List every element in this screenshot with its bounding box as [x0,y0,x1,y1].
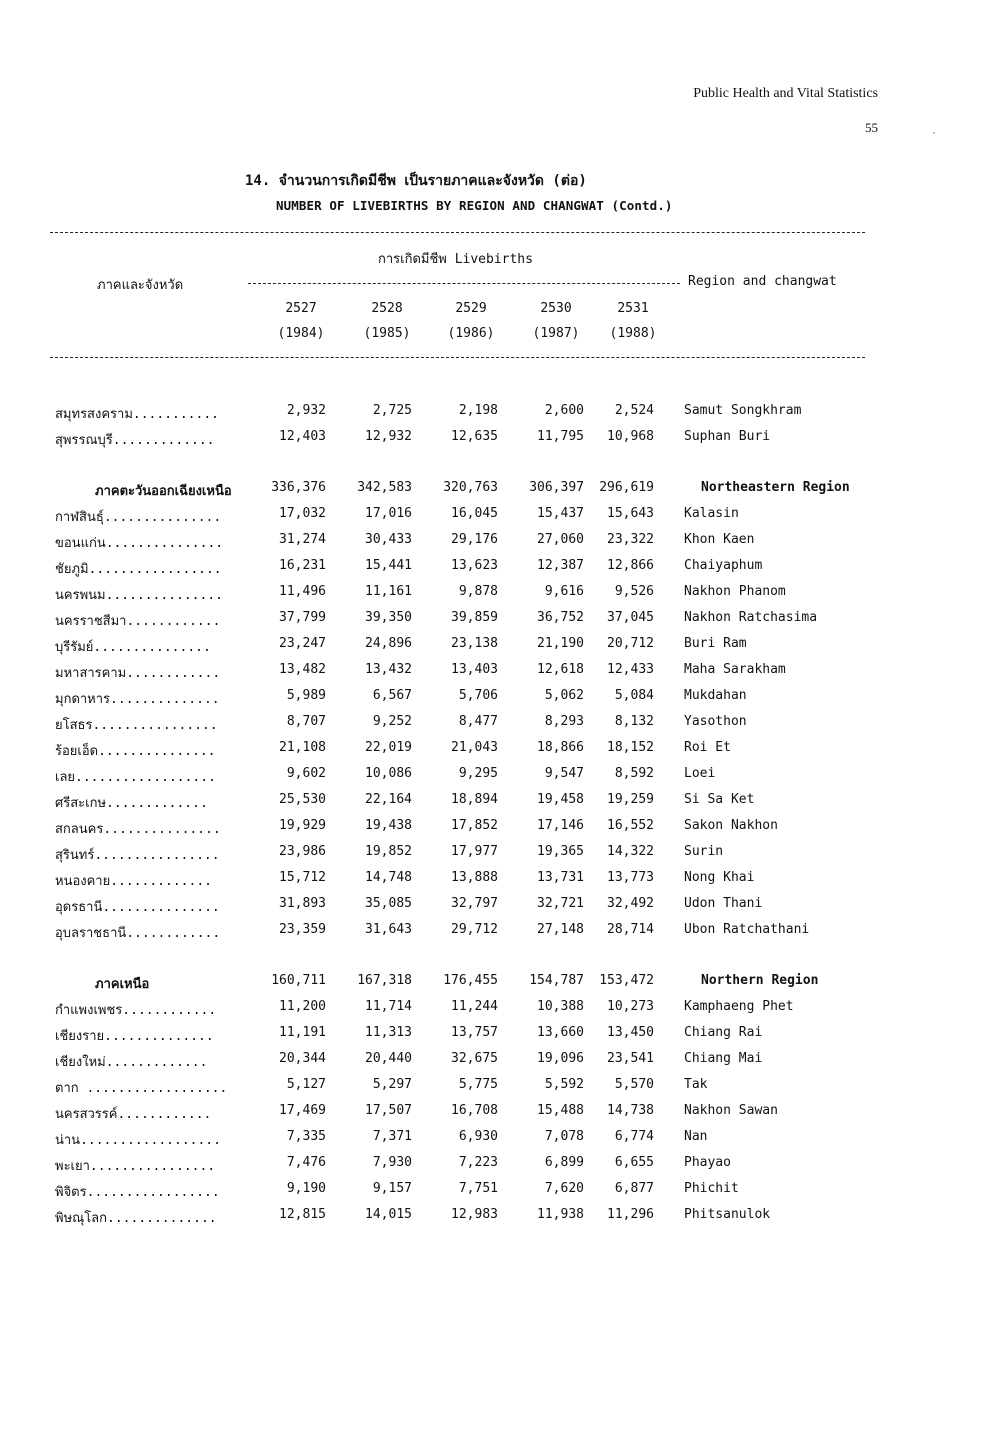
value-cell: 29,176 [451,532,498,547]
value-cell: 15,643 [607,506,654,521]
value-cell: 31,274 [279,532,326,547]
value-cell: 19,438 [365,818,412,833]
thai-name-cell: มุกดาหาร.............. [55,692,220,707]
value-cell: 12,387 [537,558,584,573]
value-cell: 2,524 [614,403,654,418]
value-cell: 12,635 [451,429,498,444]
value-cell: 12,433 [607,662,654,677]
thai-name-cell: นครสวรรค์............ [55,1107,212,1122]
year-header-be: 2529 [455,301,487,316]
year-header-ce: (1986) [447,326,495,341]
english-name-cell: Chiang Mai [684,1051,763,1066]
value-cell: 13,432 [365,662,412,677]
value-cell: 2,600 [544,403,584,418]
thai-name-cell: ภาคตะวันออกเฉียงเหนือ [95,484,232,499]
value-cell: 32,797 [451,896,498,911]
value-cell: 9,616 [544,584,584,599]
value-cell: 306,397 [529,480,584,495]
year-header-be: 2527 [285,301,317,316]
english-name-cell: Samut Songkhram [684,403,802,418]
value-cell: 5,297 [372,1077,412,1092]
thai-name-cell: กำแพงเพชร............ [55,1003,217,1018]
value-cell: 19,096 [537,1051,584,1066]
thai-name-cell: น่าน.................. [55,1133,221,1148]
value-cell: 16,708 [451,1103,498,1118]
value-cell: 17,977 [451,844,498,859]
value-cell: 11,191 [279,1025,326,1040]
thai-name-cell: ศรีสะเกษ............. [55,796,208,811]
value-cell: 7,930 [372,1155,412,1170]
value-cell: 7,751 [458,1181,498,1196]
value-cell: 37,799 [279,610,326,625]
value-cell: 9,190 [286,1181,326,1196]
value-cell: 22,164 [365,792,412,807]
value-cell: 23,541 [607,1051,654,1066]
value-cell: 167,318 [357,973,412,988]
value-cell: 27,148 [537,922,584,937]
value-cell: 7,223 [458,1155,498,1170]
value-cell: 11,795 [537,429,584,444]
english-name-cell: Chaiyaphum [684,558,763,573]
value-cell: 17,469 [279,1103,326,1118]
value-cell: 5,084 [614,688,654,703]
year-header-be: 2531 [617,301,649,316]
value-cell: 11,161 [365,584,412,599]
value-cell: 13,757 [451,1025,498,1040]
value-cell: 7,078 [544,1129,584,1144]
english-name-cell: Khon Kaen [684,532,755,547]
value-cell: 8,132 [614,714,654,729]
english-name-cell: Northern Region [701,973,819,988]
table-title-english: NUMBER OF LIVEBIRTHS BY REGION AND CHANGWAT (Contd.) [276,198,673,213]
thai-name-cell: เลย.................. [55,770,216,785]
value-cell: 13,888 [451,870,498,885]
value-cell: 11,244 [451,999,498,1014]
value-cell: 5,062 [544,688,584,703]
table-top-rule [50,232,865,233]
thai-name-cell: ชัยภูมิ................. [55,562,222,577]
value-cell: 13,482 [279,662,326,677]
english-name-cell: Ubon Ratchathani [684,922,810,937]
value-cell: 19,458 [537,792,584,807]
value-cell: 27,060 [537,532,584,547]
value-cell: 17,852 [451,818,498,833]
value-cell: 31,643 [365,922,412,937]
english-name-cell: Nong Khai [684,870,755,885]
stub-header-thai: ภาคและจังหวัด [97,278,184,293]
english-name-cell: Nan [684,1129,708,1144]
value-cell: 342,583 [357,480,412,495]
running-header: Public Health and Vital Statistics [693,86,878,101]
value-cell: 17,507 [365,1103,412,1118]
value-cell: 37,045 [607,610,654,625]
english-name-cell: Tak [684,1077,708,1092]
scan-mark: · [931,128,938,139]
value-cell: 23,247 [279,636,326,651]
value-cell: 5,592 [544,1077,584,1092]
thai-name-cell: ร้อยเอ็ด............... [55,744,216,759]
value-cell: 15,437 [537,506,584,521]
value-cell: 11,496 [279,584,326,599]
value-cell: 2,725 [372,403,412,418]
value-cell: 6,930 [458,1129,498,1144]
column-group-header: การเกิดมีชีพ Livebirths [378,252,533,267]
value-cell: 9,878 [458,584,498,599]
value-cell: 7,476 [286,1155,326,1170]
value-cell: 28,714 [607,922,654,937]
english-name-cell: Suphan Buri [684,429,771,444]
thai-name-cell: บุรีรัมย์............... [55,640,211,655]
value-cell: 2,932 [286,403,326,418]
thai-name-cell: อุดรธานี............... [55,900,220,915]
value-cell: 21,190 [537,636,584,651]
value-cell: 14,322 [607,844,654,859]
value-cell: 8,293 [544,714,584,729]
value-cell: 13,731 [537,870,584,885]
value-cell: 8,477 [458,714,498,729]
value-cell: 36,752 [537,610,584,625]
column-group-rule [248,283,680,284]
english-name-cell: Chiang Rai [684,1025,763,1040]
thai-name-cell: พิจิตร................. [55,1185,220,1200]
value-cell: 11,714 [365,999,412,1014]
value-cell: 21,108 [279,740,326,755]
value-cell: 9,157 [372,1181,412,1196]
value-cell: 154,787 [529,973,584,988]
english-name-cell: Maha Sarakham [684,662,786,677]
value-cell: 30,433 [365,532,412,547]
english-name-cell: Loei [684,766,716,781]
value-cell: 19,852 [365,844,412,859]
value-cell: 153,472 [599,973,654,988]
value-cell: 176,455 [443,973,498,988]
english-name-cell: Mukdahan [684,688,747,703]
thai-name-cell: เชียงใหม่............. [55,1055,208,1070]
thai-name-cell: กาฬสินธุ์............... [55,510,222,525]
thai-name-cell: สมุทรสงคราม........... [55,407,219,422]
value-cell: 16,552 [607,818,654,833]
thai-name-cell: พะเยา................ [55,1159,216,1174]
value-cell: 32,675 [451,1051,498,1066]
table-header-bottom-rule [50,357,865,358]
value-cell: 14,748 [365,870,412,885]
year-header-be: 2528 [371,301,403,316]
english-name-cell: Si Sa Ket [684,792,755,807]
value-cell: 15,488 [537,1103,584,1118]
value-cell: 7,371 [372,1129,412,1144]
thai-name-cell: สุพรรณบุรี............. [55,433,215,448]
value-cell: 5,775 [458,1077,498,1092]
english-name-cell: Buri Ram [684,636,747,651]
thai-name-cell: พิษณุโลก.............. [55,1211,217,1226]
value-cell: 17,032 [279,506,326,521]
english-name-cell: Phichit [684,1181,739,1196]
value-cell: 20,344 [279,1051,326,1066]
value-cell: 32,721 [537,896,584,911]
value-cell: 13,403 [451,662,498,677]
value-cell: 20,440 [365,1051,412,1066]
value-cell: 14,738 [607,1103,654,1118]
value-cell: 13,623 [451,558,498,573]
value-cell: 11,296 [607,1207,654,1222]
year-header-ce: (1984) [277,326,325,341]
value-cell: 8,592 [614,766,654,781]
value-cell: 10,086 [365,766,412,781]
value-cell: 5,127 [286,1077,326,1092]
value-cell: 160,711 [271,973,326,988]
page-number: 55 [865,120,878,135]
english-name-cell: Phitsanulok [684,1207,771,1222]
english-name-cell: Kalasin [684,506,739,521]
value-cell: 39,859 [451,610,498,625]
value-cell: 14,015 [365,1207,412,1222]
value-cell: 7,335 [286,1129,326,1144]
value-cell: 12,866 [607,558,654,573]
value-cell: 11,938 [537,1207,584,1222]
value-cell: 296,619 [599,480,654,495]
stub-header-english: Region and changwat [688,274,837,289]
value-cell: 2,198 [458,403,498,418]
thai-name-cell: ภาคเหนือ [95,977,150,992]
value-cell: 12,815 [279,1207,326,1222]
value-cell: 9,547 [544,766,584,781]
value-cell: 6,899 [544,1155,584,1170]
english-name-cell: Kamphaeng Phet [684,999,794,1014]
english-name-cell: Northeastern Region [701,480,850,495]
value-cell: 18,866 [537,740,584,755]
value-cell: 9,252 [372,714,412,729]
thai-name-cell: อุบลราชธานี............ [55,926,221,941]
value-cell: 13,450 [607,1025,654,1040]
value-cell: 35,085 [365,896,412,911]
value-cell: 9,295 [458,766,498,781]
year-header-ce: (1988) [609,326,657,341]
thai-name-cell: สกลนคร............... [55,822,221,837]
value-cell: 32,492 [607,896,654,911]
value-cell: 13,660 [537,1025,584,1040]
value-cell: 5,706 [458,688,498,703]
thai-name-cell: สุรินทร์................ [55,848,220,863]
thai-name-cell: มหาสารคาม............ [55,666,221,681]
english-name-cell: Sakon Nakhon [684,818,778,833]
value-cell: 10,388 [537,999,584,1014]
value-cell: 6,877 [614,1181,654,1196]
value-cell: 16,045 [451,506,498,521]
value-cell: 19,259 [607,792,654,807]
value-cell: 31,893 [279,896,326,911]
english-name-cell: Roi Et [684,740,731,755]
value-cell: 15,441 [365,558,412,573]
value-cell: 24,896 [365,636,412,651]
value-cell: 11,313 [365,1025,412,1040]
value-cell: 5,570 [614,1077,654,1092]
value-cell: 25,530 [279,792,326,807]
value-cell: 6,774 [614,1129,654,1144]
value-cell: 13,773 [607,870,654,885]
english-name-cell: Phayao [684,1155,731,1170]
value-cell: 12,983 [451,1207,498,1222]
value-cell: 320,763 [443,480,498,495]
thai-name-cell: นครพนม............... [55,588,223,603]
value-cell: 12,618 [537,662,584,677]
value-cell: 17,146 [537,818,584,833]
english-name-cell: Udon Thani [684,896,763,911]
year-header-ce: (1987) [532,326,580,341]
value-cell: 23,322 [607,532,654,547]
table-title-thai: 14. จำนวนการเกิดมีชีพ เป็นรายภาคและจังหวัด (ต่อ) [245,173,587,189]
value-cell: 21,043 [451,740,498,755]
thai-name-cell: ตาก .................. [55,1081,228,1096]
value-cell: 6,655 [614,1155,654,1170]
value-cell: 23,986 [279,844,326,859]
english-name-cell: Nakhon Phanom [684,584,786,599]
value-cell: 39,350 [365,610,412,625]
value-cell: 11,200 [279,999,326,1014]
thai-name-cell: หนองคาย............. [55,874,212,889]
value-cell: 336,376 [271,480,326,495]
value-cell: 18,152 [607,740,654,755]
value-cell: 6,567 [372,688,412,703]
value-cell: 19,365 [537,844,584,859]
year-header-be: 2530 [540,301,572,316]
thai-name-cell: ยโสธร................ [55,718,218,733]
year-header-ce: (1985) [363,326,411,341]
thai-name-cell: ขอนแก่น............... [55,536,224,551]
thai-name-cell: นครราชสีมา............ [55,614,221,629]
value-cell: 9,526 [614,584,654,599]
english-name-cell: Nakhon Sawan [684,1103,778,1118]
value-cell: 9,602 [286,766,326,781]
value-cell: 7,620 [544,1181,584,1196]
value-cell: 8,707 [286,714,326,729]
value-cell: 10,273 [607,999,654,1014]
thai-name-cell: เชียงราย.............. [55,1029,214,1044]
value-cell: 29,712 [451,922,498,937]
value-cell: 22,019 [365,740,412,755]
value-cell: 18,894 [451,792,498,807]
value-cell: 12,932 [365,429,412,444]
value-cell: 5,989 [286,688,326,703]
value-cell: 10,968 [607,429,654,444]
english-name-cell: Nakhon Ratchasima [684,610,818,625]
value-cell: 16,231 [279,558,326,573]
value-cell: 23,138 [451,636,498,651]
value-cell: 12,403 [279,429,326,444]
english-name-cell: Surin [684,844,724,859]
english-name-cell: Yasothon [684,714,747,729]
value-cell: 19,929 [279,818,326,833]
value-cell: 23,359 [279,922,326,937]
value-cell: 20,712 [607,636,654,651]
value-cell: 17,016 [365,506,412,521]
value-cell: 15,712 [279,870,326,885]
